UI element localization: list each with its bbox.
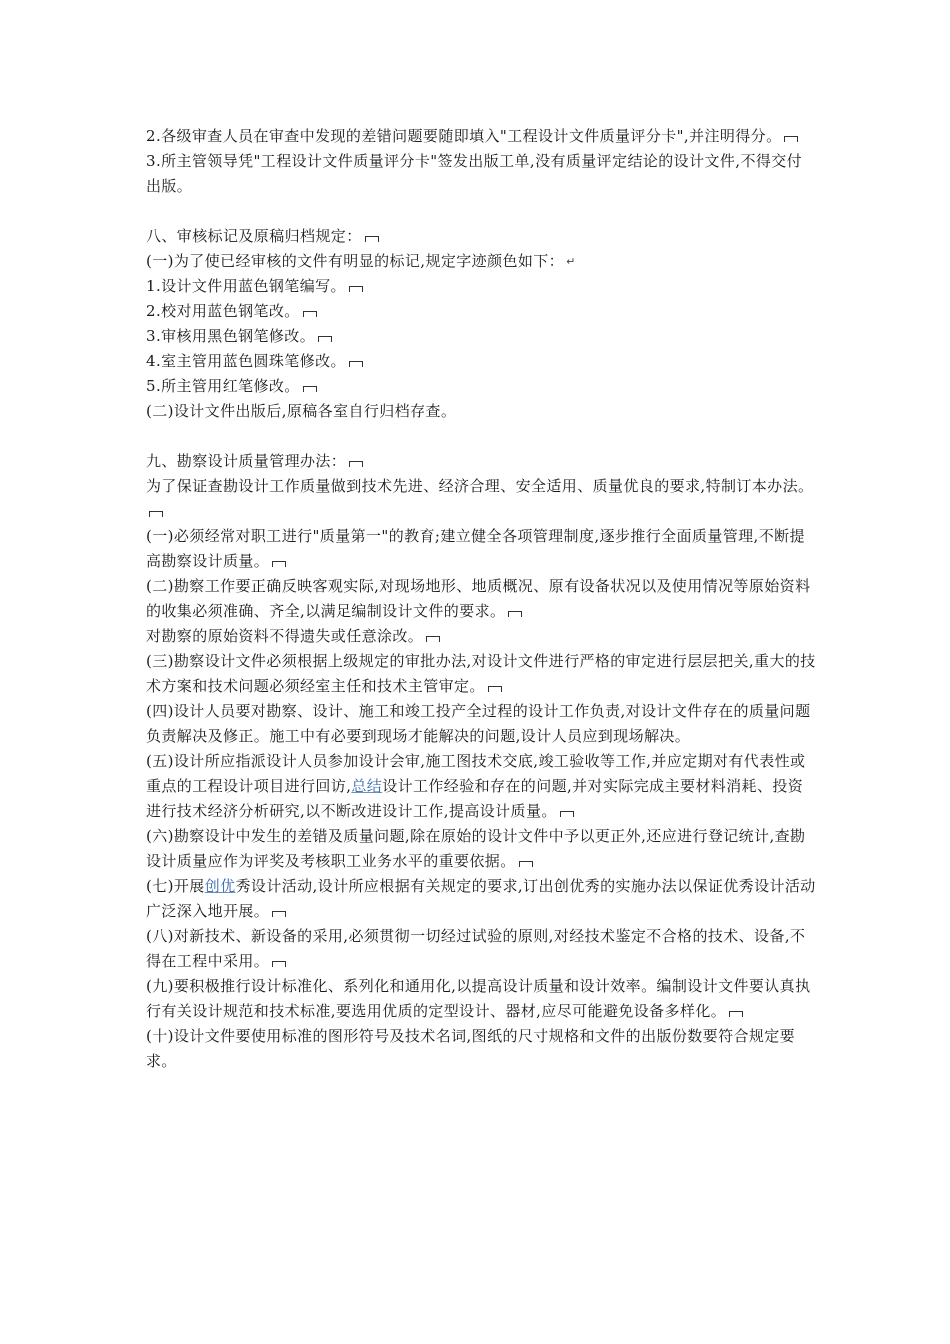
paragraph-mark-icon xyxy=(149,508,163,518)
paragraph-mark-icon xyxy=(426,633,440,643)
section-9-item-8: (八)对新技术、新设备的采用,必须贯彻一切经过试验的原则,对经技术鉴定不合格的技术、设备,不得在工程中采用。 xyxy=(146,927,806,970)
line-break-mark-icon: ↵ xyxy=(566,255,576,268)
blank-line xyxy=(146,424,816,449)
paragraph-mark-icon xyxy=(303,383,317,393)
paragraph-mark-icon xyxy=(349,358,363,368)
section-8-item-2: (二)设计文件出版后,原稿各室自行归档存查。 xyxy=(146,402,457,420)
section-9-item-2: (二)勘察工作要正确反映客观实际,对现场地形、地质概况、原有设备状况以及使用情况等原始资料的收集必须准确、齐全,以满足编制设计文件的要求。 xyxy=(146,577,811,620)
paragraph-mark-icon xyxy=(560,808,574,818)
paragraph-mark-icon xyxy=(784,133,798,143)
section-8-item-1: (一)为了使已经审核的文件有明显的标记,规定字迹颜色如下： ↵ xyxy=(146,249,816,274)
section-9-item-9: (九)要积极推行设计标准化、系列化和通用化,以提高设计质量和设计效率。编制设计文件要认真执行有关设计规范和技术标准,要选用优质的定型设计、器材,应尽可能避免设备多样化。 xyxy=(146,977,811,1020)
document-body xyxy=(146,124,816,1074)
section-8-item-1-3: 3.审核用黑色钢笔修改。 xyxy=(146,324,816,349)
section-9-item-3: (三)勘察设计文件必须根据上级规定的审批办法,对设计文件进行严格的审定进行层层把关,重大的技术方案和技术问题必须经室主任和技术主管审定。 xyxy=(146,652,816,695)
section-9-item-6: (六)勘察设计中发生的差错及质量问题,除在原始的设计文件中予以更正外,还应进行登记统计,查勘设计质量应作为评奖及考核职工业务水平的重要依据。 xyxy=(146,827,806,870)
paragraph-2-2: 2.各级审查人员在审查中发现的差错问题要随即填入"工程设计文件质量评分卡",并注明得分。 xyxy=(146,124,816,149)
paragraph-2-3: 3.所主管领导凭"工程设计文件质量评分卡"签发出版工单,没有质量评定结论的设计文件,不得交付出版。 xyxy=(146,152,803,195)
blank-line xyxy=(146,199,816,224)
section-9-item-7: (七)开展创优秀设计活动,设计所应根据有关规定的要求,订出创优秀的实施办法以保证优秀设计活动广泛深入地开展。 xyxy=(146,877,816,920)
section-8-item-1-4: 4.室主管用蓝色圆珠笔修改。 xyxy=(146,349,816,374)
paragraph-mark-icon xyxy=(349,458,363,468)
paragraph-mark-icon xyxy=(488,683,502,693)
summary-link[interactable]: 总结 xyxy=(351,777,383,795)
section-9-item-1: (一)必须经常对职工进行"质量第一"的教育;建立健全各项管理制度,逐步推行全面质量管理,不断提高勘察设计质量。 xyxy=(146,527,805,570)
section-8-title: 八、审核标记及原稿归档规定： xyxy=(146,224,816,249)
section-8-item-1-5: 5.所主管用红笔修改。 xyxy=(146,374,816,399)
paragraph-mark-icon xyxy=(272,558,286,568)
section-9-intro: 为了保证查勘设计工作质量做到技术先进、经济合理、安全适用、质量优良的要求,特制订本办法。 xyxy=(146,474,816,524)
section-9-item-10: (十)设计文件要使用标准的图形符号及技术名词,图纸的尺寸规格和文件的出版份数要符合规定要求。 xyxy=(146,1027,796,1070)
section-9-title: 九、勘察设计质量管理办法： xyxy=(146,449,816,474)
paragraph-mark-icon xyxy=(272,908,286,918)
paragraph-mark-icon xyxy=(349,283,363,293)
paragraph-mark-icon xyxy=(365,233,379,243)
paragraph-mark-icon xyxy=(318,333,332,343)
section-9-item-2-note: 对勘察的原始资料不得遗失或任意涂改。 xyxy=(146,624,816,649)
paragraph-mark-icon xyxy=(508,608,522,618)
section-9-item-5: (五)设计所应指派设计人员参加设计会审,施工图技术交底,竣工验收等工作,并应定期对有代表性或重点的工程设计项目进行回访,总结设计工作经验和存在的问题,并对实际完成主要材料消耗、投资进行技术经济分析研究,以不断改进设计工作,提高设计质量。 xyxy=(146,752,806,820)
paragraph-mark-icon xyxy=(729,1008,743,1018)
section-8-item-1-1: 1.设计文件用蓝色钢笔编写。 xyxy=(146,274,816,299)
excellence-link[interactable]: 创优 xyxy=(204,877,236,895)
paragraph-mark-icon xyxy=(519,858,533,868)
section-9-item-4: (四)设计人员要对勘察、设计、施工和竣工投产全过程的设计工作负责,对设计文件存在的质量问题负责解决及修正。施工中有必要到现场才能解决的问题,设计人员应到现场解决。 xyxy=(146,702,811,745)
section-8-item-1-2: 2.校对用蓝色钢笔改。 xyxy=(146,299,816,324)
paragraph-mark-icon xyxy=(272,958,286,968)
paragraph-mark-icon xyxy=(303,308,317,318)
